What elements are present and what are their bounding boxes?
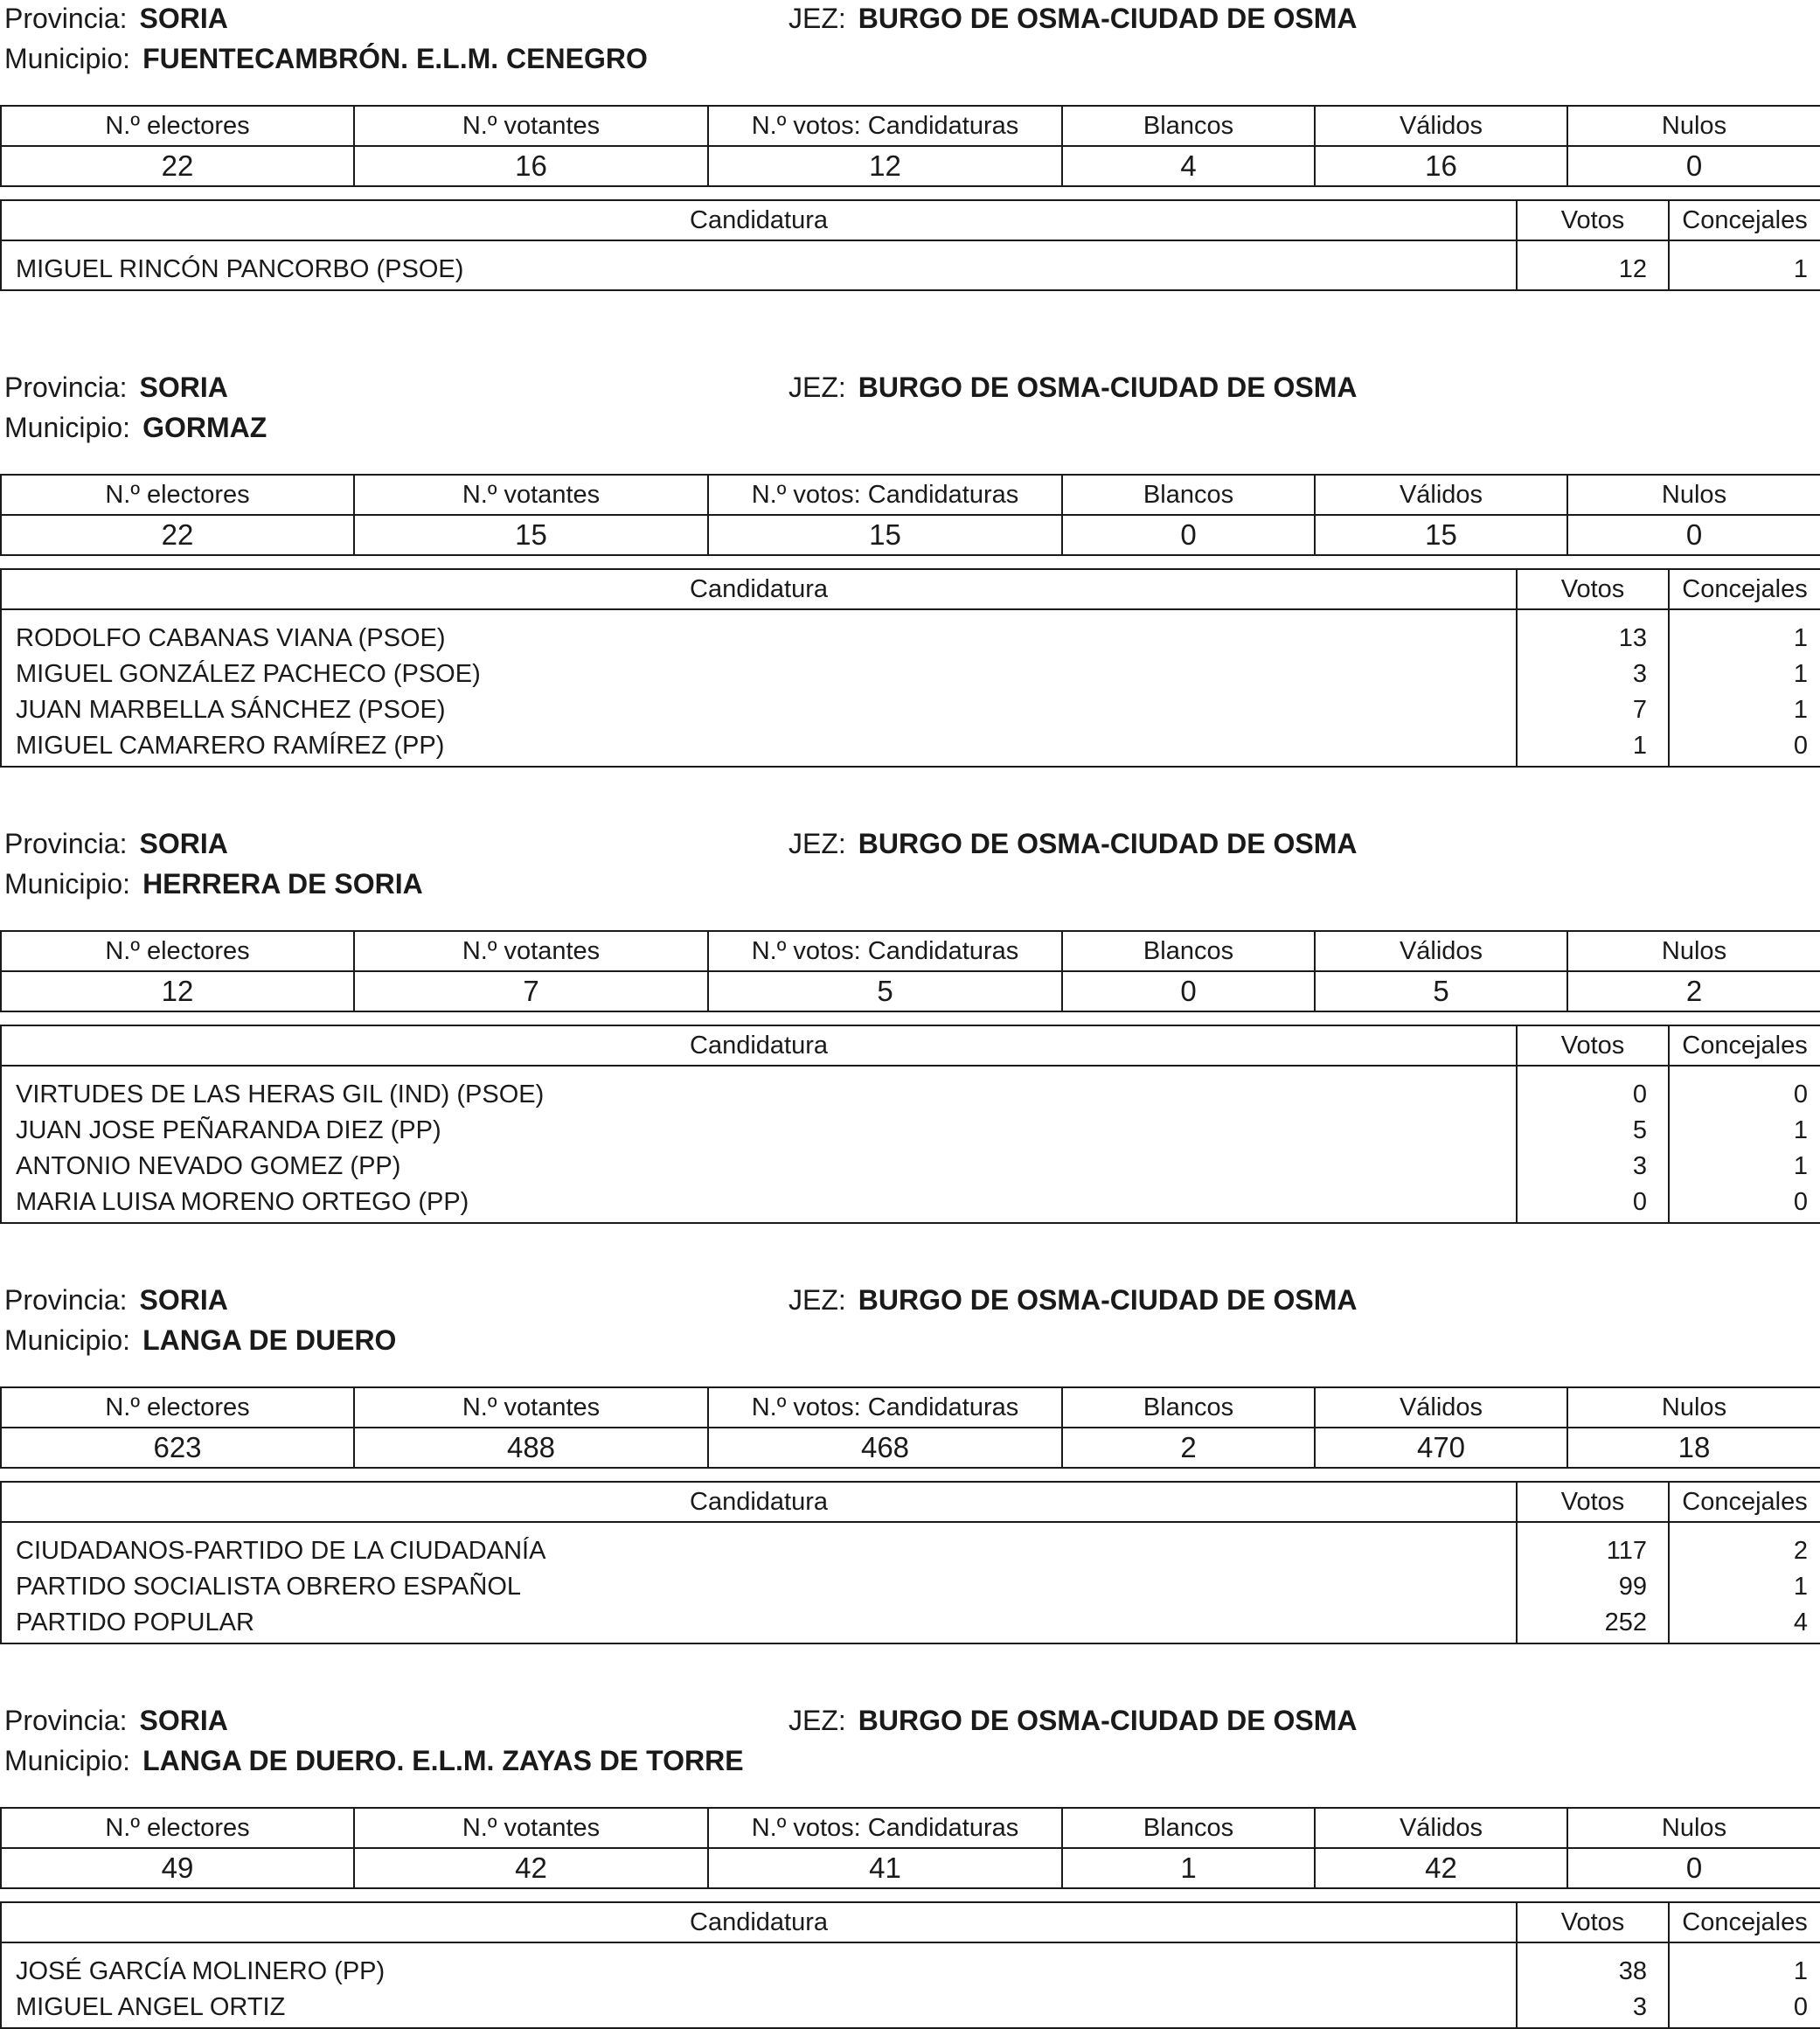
stats-header-blancos: Blancos (1062, 1387, 1315, 1428)
stats-votantes: 488 (354, 1428, 708, 1468)
candidate-votos: 12 (1517, 240, 1669, 290)
candidates-header-row (1, 1482, 1820, 1522)
stats-blancos: 4 (1062, 146, 1315, 186)
candidate-name: ANTONIO NEVADO GOMEZ (PP) (1, 1149, 1517, 1185)
votos-header: Votos (1517, 569, 1669, 609)
provincia-value: SORIA (139, 1705, 228, 1736)
stats-electores: 49 (1, 1848, 354, 1888)
stats-electores: 22 (1, 146, 354, 186)
concejales-header: Concejales (1669, 1482, 1820, 1522)
stats-votos-candidaturas: 468 (708, 1428, 1062, 1468)
candidate-row (1, 1113, 1820, 1149)
municipality-section (0, 3, 1820, 283)
candidate-row (1, 728, 1820, 767)
stats-header-row (1, 1808, 1820, 1848)
stats-blancos: 0 (1062, 515, 1315, 555)
candidates-table (0, 1481, 1820, 1644)
candidate-concejales: 0 (1669, 1185, 1820, 1223)
stats-value-row (1, 146, 1820, 186)
jez-label: JEZ: (788, 1284, 846, 1316)
candidate-concejales: 2 (1669, 1522, 1820, 1569)
section-header (0, 828, 1820, 908)
jez-value: BURGO DE OSMA-CIUDAD DE OSMA (858, 372, 1358, 403)
stats-header-votos-candidaturas: N.º votos: Candidaturas (708, 931, 1062, 971)
stats-header-blancos: Blancos (1062, 475, 1315, 515)
candidate-name: JUAN JOSE PEÑARANDA DIEZ (PP) (1, 1113, 1517, 1149)
candidate-votos: 0 (1517, 1066, 1669, 1113)
stats-votos-candidaturas: 41 (708, 1848, 1062, 1888)
candidates-header-row (1, 1025, 1820, 1066)
stats-nulos: 0 (1567, 515, 1820, 555)
stats-header-row (1, 475, 1820, 515)
provincia-label: Provincia: (4, 372, 128, 403)
candidate-concejales: 0 (1669, 728, 1820, 767)
jez-line (788, 828, 1357, 860)
stats-validos: 16 (1315, 146, 1567, 186)
candidate-concejales: 1 (1669, 657, 1820, 692)
candidate-name: CIUDADANOS-PARTIDO DE LA CIUDADANÍA (1, 1522, 1517, 1569)
candidate-row (1, 609, 1820, 657)
stats-header-electores: N.º electores (1, 106, 354, 146)
candidate-votos: 38 (1517, 1942, 1669, 1990)
provincia-label: Provincia: (4, 1705, 128, 1736)
stats-header-nulos: Nulos (1567, 1808, 1820, 1848)
municipio-label: Municipio: (4, 868, 131, 900)
candidate-votos: 7 (1517, 692, 1669, 728)
candidates-header-row (1, 569, 1820, 609)
section-header (0, 372, 1820, 452)
stats-header-validos: Válidos (1315, 475, 1567, 515)
stats-header-votos-candidaturas: N.º votos: Candidaturas (708, 1808, 1062, 1848)
candidate-votos: 252 (1517, 1605, 1669, 1643)
candidates-table (0, 568, 1820, 768)
stats-blancos: 2 (1062, 1428, 1315, 1468)
candidatura-header: Candidatura (1, 1482, 1517, 1522)
stats-votantes: 15 (354, 515, 708, 555)
candidate-concejales: 1 (1669, 1942, 1820, 1990)
provincia-value: SORIA (139, 1284, 228, 1316)
candidate-name: VIRTUDES DE LAS HERAS GIL (IND) (PSOE) (1, 1066, 1517, 1113)
stats-header-row (1, 1387, 1820, 1428)
jez-label: JEZ: (788, 1705, 846, 1736)
stats-header-validos: Válidos (1315, 106, 1567, 146)
section-header (0, 3, 1820, 83)
provincia-label: Provincia: (4, 1284, 128, 1316)
candidate-name: MARIA LUISA MORENO ORTEGO (PP) (1, 1185, 1517, 1223)
stats-header-validos: Válidos (1315, 1808, 1567, 1848)
provincia-line (4, 3, 228, 35)
stats-electores: 22 (1, 515, 354, 555)
votos-header: Votos (1517, 200, 1669, 240)
provincia-line (4, 372, 228, 404)
candidate-votos: 0 (1517, 1185, 1669, 1223)
provincia-line (4, 828, 228, 860)
candidate-concejales: 1 (1669, 609, 1820, 657)
stats-nulos: 0 (1567, 146, 1820, 186)
stats-header-votantes: N.º votantes (354, 475, 708, 515)
candidate-name: PARTIDO POPULAR (1, 1605, 1517, 1643)
jez-value: BURGO DE OSMA-CIUDAD DE OSMA (858, 828, 1358, 859)
candidate-votos: 13 (1517, 609, 1669, 657)
stats-header-blancos: Blancos (1062, 1808, 1315, 1848)
provincia-line (4, 1705, 228, 1737)
candidate-votos: 1 (1517, 728, 1669, 767)
candidate-concejales: 1 (1669, 1113, 1820, 1149)
stats-votos-candidaturas: 12 (708, 146, 1062, 186)
municipio-line (4, 43, 648, 75)
candidate-row (1, 1149, 1820, 1185)
candidatura-header: Candidatura (1, 200, 1517, 240)
stats-nulos: 0 (1567, 1848, 1820, 1888)
stats-table (0, 105, 1820, 187)
candidate-concejales: 1 (1669, 1149, 1820, 1185)
jez-label: JEZ: (788, 828, 846, 859)
candidate-name: MIGUEL ANGEL ORTIZ (1, 1990, 1517, 2028)
candidate-row (1, 1990, 1820, 2028)
municipio-line (4, 868, 423, 900)
stats-validos: 5 (1315, 971, 1567, 1011)
stats-table (0, 930, 1820, 1012)
municipality-section (0, 1284, 1820, 1636)
stats-validos: 42 (1315, 1848, 1567, 1888)
jez-line (788, 3, 1357, 35)
stats-header-electores: N.º electores (1, 1387, 354, 1428)
municipio-value: FUENTECAMBRÓN. E.L.M. CENEGRO (142, 43, 648, 74)
candidatura-header: Candidatura (1, 1902, 1517, 1942)
stats-header-electores: N.º electores (1, 1808, 354, 1848)
candidate-row (1, 1185, 1820, 1223)
section-header (0, 1705, 1820, 1785)
candidate-row (1, 692, 1820, 728)
stats-votantes: 16 (354, 146, 708, 186)
stats-header-votantes: N.º votantes (354, 931, 708, 971)
candidate-votos: 3 (1517, 1149, 1669, 1185)
stats-header-votantes: N.º votantes (354, 1387, 708, 1428)
jez-value: BURGO DE OSMA-CIUDAD DE OSMA (858, 3, 1358, 34)
stats-value-row (1, 515, 1820, 555)
candidate-row (1, 1569, 1820, 1605)
candidate-concejales: 0 (1669, 1990, 1820, 2028)
municipio-value: HERRERA DE SORIA (142, 868, 423, 900)
stats-nulos: 2 (1567, 971, 1820, 1011)
municipio-line (4, 1324, 396, 1357)
stats-header-blancos: Blancos (1062, 931, 1315, 971)
stats-value-row (1, 1848, 1820, 1888)
candidate-concejales: 0 (1669, 1066, 1820, 1113)
stats-electores: 12 (1, 971, 354, 1011)
jez-label: JEZ: (788, 3, 846, 34)
stats-table (0, 474, 1820, 556)
municipio-line (4, 1745, 744, 1777)
provincia-label: Provincia: (4, 828, 128, 859)
candidate-name: MIGUEL RINCÓN PANCORBO (PSOE) (1, 240, 1517, 290)
stats-value-row (1, 1428, 1820, 1468)
candidate-concejales: 4 (1669, 1605, 1820, 1643)
stats-validos: 15 (1315, 515, 1567, 555)
stats-table (0, 1386, 1820, 1469)
provincia-value: SORIA (139, 828, 228, 859)
stats-header-nulos: Nulos (1567, 475, 1820, 515)
candidate-name: RODOLFO CABANAS VIANA (PSOE) (1, 609, 1517, 657)
candidate-name: JUAN MARBELLA SÁNCHEZ (PSOE) (1, 692, 1517, 728)
provincia-value: SORIA (139, 3, 228, 34)
candidate-name: PARTIDO SOCIALISTA OBRERO ESPAÑOL (1, 1569, 1517, 1605)
candidate-concejales: 1 (1669, 692, 1820, 728)
concejales-header: Concejales (1669, 1025, 1820, 1066)
stats-votos-candidaturas: 5 (708, 971, 1062, 1011)
candidate-votos: 99 (1517, 1569, 1669, 1605)
stats-header-blancos: Blancos (1062, 106, 1315, 146)
stats-header-validos: Válidos (1315, 931, 1567, 971)
candidate-votos: 5 (1517, 1113, 1669, 1149)
municipio-label: Municipio: (4, 1745, 131, 1776)
section-header (0, 1284, 1820, 1365)
candidate-name: JOSÉ GARCÍA MOLINERO (PP) (1, 1942, 1517, 1990)
candidate-row (1, 1942, 1820, 1990)
municipality-section (0, 828, 1820, 1216)
municipio-label: Municipio: (4, 1324, 131, 1356)
stats-header-votantes: N.º votantes (354, 1808, 708, 1848)
candidate-concejales: 1 (1669, 1569, 1820, 1605)
concejales-header: Concejales (1669, 200, 1820, 240)
candidate-votos: 3 (1517, 657, 1669, 692)
candidate-votos: 117 (1517, 1522, 1669, 1569)
candidates-table (0, 1025, 1820, 1224)
stats-votantes: 42 (354, 1848, 708, 1888)
stats-votos-candidaturas: 15 (708, 515, 1062, 555)
candidates-header-row (1, 200, 1820, 240)
municipality-section (0, 372, 1820, 760)
candidatura-header: Candidatura (1, 1025, 1517, 1066)
stats-table (0, 1807, 1820, 1889)
candidate-concejales: 1 (1669, 240, 1820, 290)
candidate-row (1, 1066, 1820, 1113)
stats-header-nulos: Nulos (1567, 931, 1820, 971)
stats-header-votos-candidaturas: N.º votos: Candidaturas (708, 1387, 1062, 1428)
municipio-label: Municipio: (4, 43, 131, 74)
votos-header: Votos (1517, 1482, 1669, 1522)
stats-header-row (1, 106, 1820, 146)
stats-header-votos-candidaturas: N.º votos: Candidaturas (708, 106, 1062, 146)
stats-blancos: 1 (1062, 1848, 1315, 1888)
stats-header-nulos: Nulos (1567, 1387, 1820, 1428)
stats-header-votos-candidaturas: N.º votos: Candidaturas (708, 475, 1062, 515)
candidate-name: MIGUEL GONZÁLEZ PACHECO (PSOE) (1, 657, 1517, 692)
stats-electores: 623 (1, 1428, 354, 1468)
municipio-line (4, 412, 267, 444)
votos-header: Votos (1517, 1025, 1669, 1066)
jez-line (788, 372, 1357, 404)
provincia-line (4, 1284, 228, 1317)
stats-header-votantes: N.º votantes (354, 106, 708, 146)
stats-validos: 470 (1315, 1428, 1567, 1468)
stats-header-row (1, 931, 1820, 971)
candidate-row (1, 1605, 1820, 1643)
concejales-header: Concejales (1669, 569, 1820, 609)
stats-nulos: 18 (1567, 1428, 1820, 1468)
provincia-value: SORIA (139, 372, 228, 403)
candidates-header-row (1, 1902, 1820, 1942)
stats-header-validos: Válidos (1315, 1387, 1567, 1428)
candidate-row (1, 240, 1820, 290)
stats-blancos: 0 (1062, 971, 1315, 1011)
concejales-header: Concejales (1669, 1902, 1820, 1942)
votos-header: Votos (1517, 1902, 1669, 1942)
candidate-row (1, 1522, 1820, 1569)
stats-votantes: 7 (354, 971, 708, 1011)
municipio-value: GORMAZ (142, 412, 267, 443)
provincia-label: Provincia: (4, 3, 128, 34)
candidate-row (1, 657, 1820, 692)
candidate-votos: 3 (1517, 1990, 1669, 2028)
municipio-value: LANGA DE DUERO. E.L.M. ZAYAS DE TORRE (142, 1745, 744, 1776)
municipio-value: LANGA DE DUERO (142, 1324, 397, 1356)
candidate-name: MIGUEL CAMARERO RAMÍREZ (PP) (1, 728, 1517, 767)
candidates-table (0, 1901, 1820, 2029)
jez-line (788, 1705, 1357, 1737)
municipality-section (0, 1705, 1820, 2021)
stats-header-electores: N.º electores (1, 931, 354, 971)
candidates-table (0, 199, 1820, 291)
candidatura-header: Candidatura (1, 569, 1517, 609)
stats-value-row (1, 971, 1820, 1011)
jez-line (788, 1284, 1357, 1317)
jez-value: BURGO DE OSMA-CIUDAD DE OSMA (858, 1284, 1358, 1316)
jez-label: JEZ: (788, 372, 846, 403)
stats-header-electores: N.º electores (1, 475, 354, 515)
jez-value: BURGO DE OSMA-CIUDAD DE OSMA (858, 1705, 1358, 1736)
stats-header-nulos: Nulos (1567, 106, 1820, 146)
municipio-label: Municipio: (4, 412, 131, 443)
